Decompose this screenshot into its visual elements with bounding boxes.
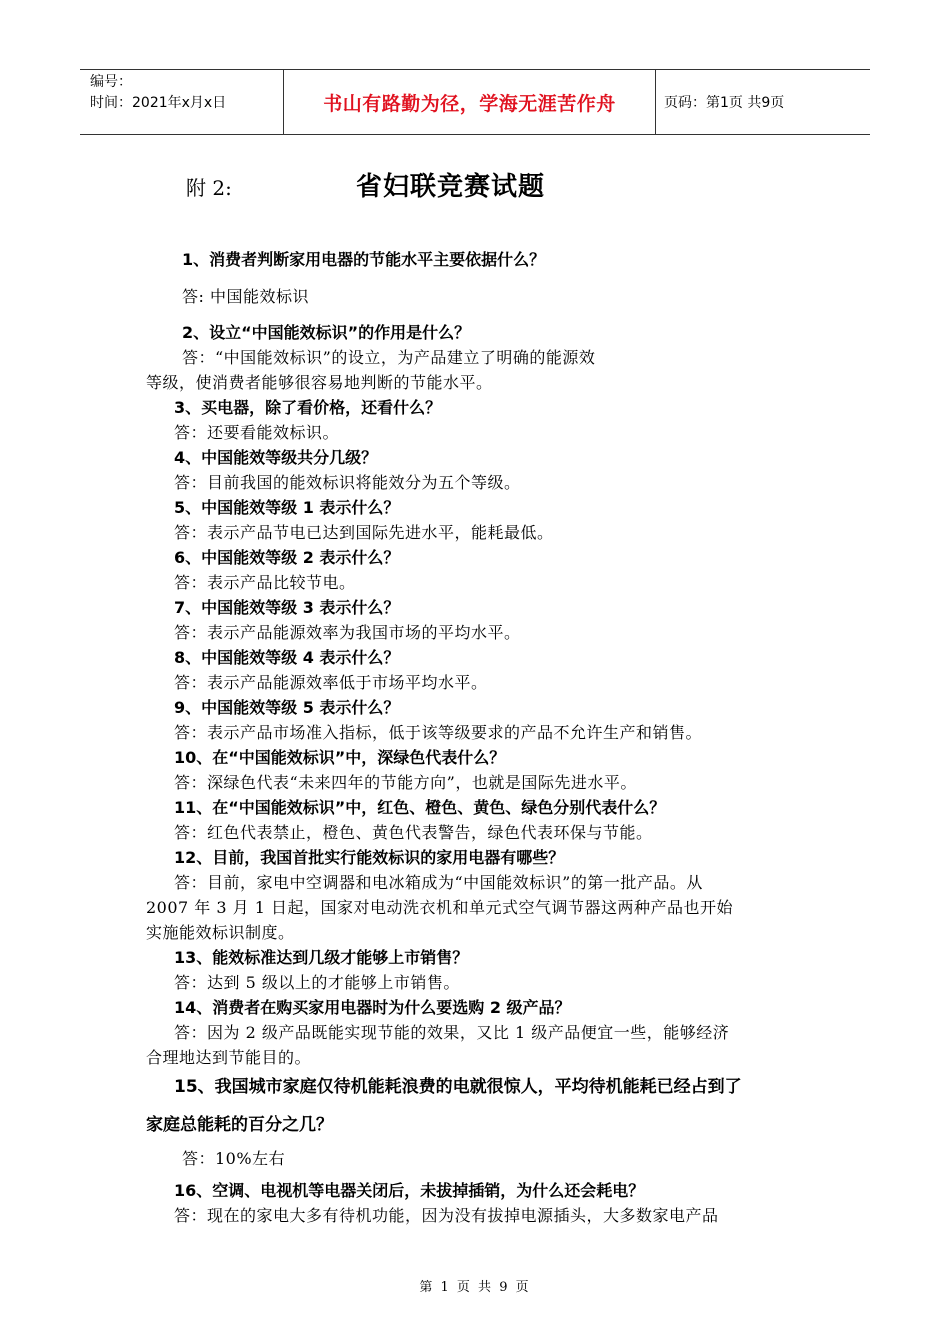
question-15: 15、我国城市家庭仅待机能耗浪费的电就很惊人，平均待机能耗已经占到了 <box>174 1077 742 1097</box>
answer-3: 答：还要看能效标识。 <box>174 423 340 442</box>
question-7: 7、中国能效等级 3 表示什么？ <box>174 598 400 617</box>
question-5: 5、中国能效等级 1 表示什么？ <box>174 498 400 517</box>
answer-12-cont-2: 实施能效标识制度。 <box>146 923 295 942</box>
answer-11: 答：红色代表禁止，橙色、黄色代表警告，绿色代表环保与节能。 <box>174 823 653 842</box>
question-15-cont: 家庭总能耗的百分之几？ <box>146 1115 333 1135</box>
question-9: 9、中国能效等级 5 表示什么？ <box>174 698 400 717</box>
question-10: 10、在“中国能效标识”中，深绿色代表什么？ <box>174 748 506 767</box>
number-label: 编号： <box>90 74 132 90</box>
question-4: 4、中国能效等级共分几级？ <box>174 448 378 467</box>
question-13: 13、能效标准达到几级才能够上市销售？ <box>174 948 469 967</box>
question-6: 6、中国能效等级 2 表示什么？ <box>174 548 400 567</box>
question-16: 16、空调、电视机等电器关闭后，未拔掉插销，为什么还会耗电？ <box>174 1181 645 1200</box>
answer-8: 答：表示产品能源效率低于市场平均水平。 <box>174 673 488 692</box>
question-8: 8、中国能效等级 4 表示什么？ <box>174 648 400 667</box>
question-3: 3、买电器，除了看价格，还看什么？ <box>174 398 442 417</box>
title-row <box>186 166 786 206</box>
answer-2-cont: 等级，使消费者能够很容易地判断的节能水平。 <box>146 373 493 392</box>
answer-12: 答：目前，家电中空调器和电冰箱成为“中国能效标识”的第一批产品。从 <box>174 873 703 892</box>
question-12: 12、目前，我国首批实行能效标识的家用电器有哪些？ <box>174 848 565 867</box>
answer-14: 答：因为 2 级产品既能实现节能的效果，又比 1 级产品便宜一些，能够经济 <box>174 1023 730 1042</box>
page-label: 页码：第1页 共9页 <box>664 95 785 111</box>
page-footer: 第 1 页 共 9 页 <box>419 1280 531 1295</box>
answer-6: 答：表示产品比较节电。 <box>174 573 356 592</box>
header-table <box>80 69 870 135</box>
title-prefix: 附 2: <box>186 176 232 200</box>
answer-14-cont: 合理地达到节能目的。 <box>146 1048 312 1067</box>
question-1: 1、消费者判断家用电器的节能水平主要依据什么？ <box>182 250 546 269</box>
answer-12-cont-1: 2007 年 3 月 1 日起，国家对电动洗衣机和单元式空气调节器这两种产品也开始 <box>146 898 734 917</box>
answer-7: 答：表示产品能源效率为我国市场的平均水平。 <box>174 623 521 642</box>
answer-2: 答：“中国能效标识”的设立，为产品建立了明确的能源效 <box>182 348 596 367</box>
time-label: 时间：2021年x月x日 <box>90 95 227 111</box>
answer-4: 答：目前我国的能效标识将能效分为五个等级。 <box>174 473 521 492</box>
header-info-cell <box>80 70 284 134</box>
answer-16: 答：现在的家电大多有待机功能，因为没有拔掉电源插头，大多数家电产品 <box>174 1206 719 1225</box>
answer-15: 答：10%左右 <box>182 1149 286 1168</box>
motto: 书山有路勤为径，学海无涯苦作舟 <box>284 70 656 134</box>
question-11: 11、在“中国能效标识”中，红色、橙色、黄色、绿色分别代表什么？ <box>174 798 666 817</box>
answer-9: 答：表示产品市场准入指标，低于该等级要求的产品不允许生产和销售。 <box>174 723 703 742</box>
answer-1: 答: 中国能效标识 <box>182 287 309 306</box>
page-title: 省妇联竞赛试题 <box>356 172 546 202</box>
question-2: 2、设立“中国能效标识”的作用是什么？ <box>182 323 471 342</box>
answer-10: 答：深绿色代表“未来四年的节能方向”，也就是国际先进水平。 <box>174 773 637 792</box>
answer-13: 答：达到 5 级以上的才能够上市销售。 <box>174 973 460 992</box>
answer-5: 答：表示产品节电已达到国际先进水平，能耗最低。 <box>174 523 554 542</box>
question-14: 14、消费者在购买家用电器时为什么要选购 2 级产品？ <box>174 998 571 1017</box>
